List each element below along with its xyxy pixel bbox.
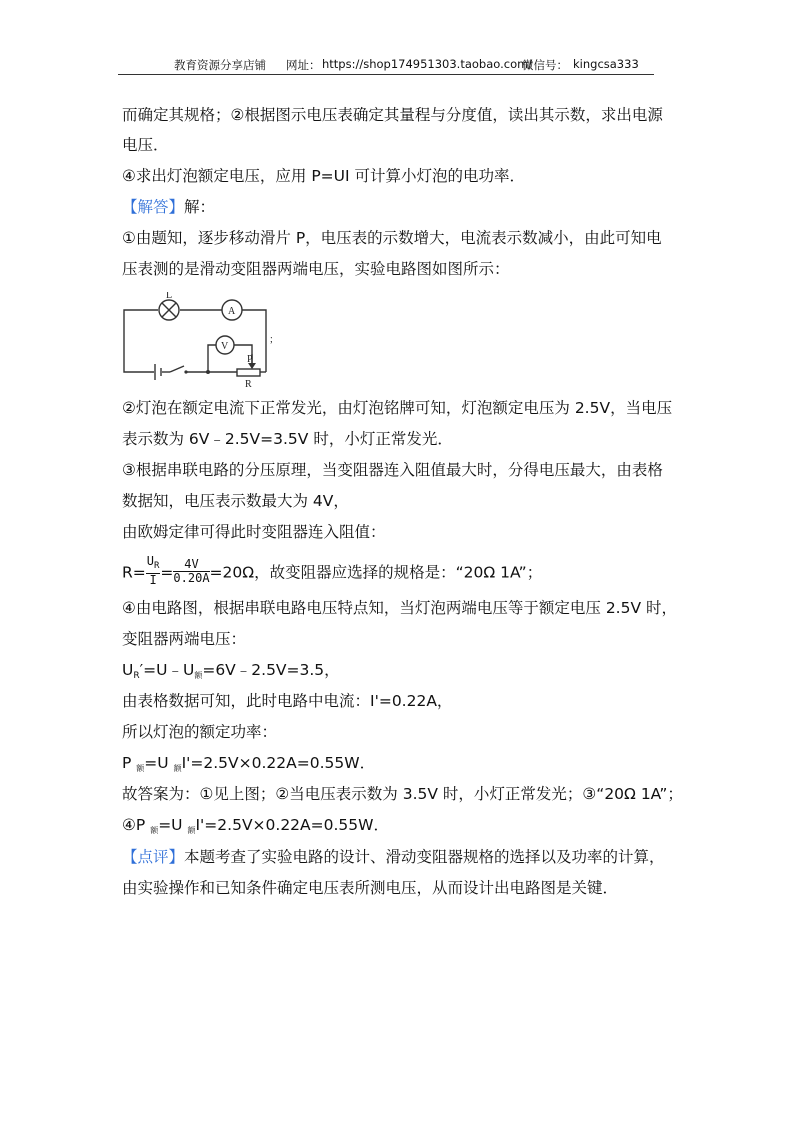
lamp-label: L (166, 292, 173, 301)
fraction-ur-over-i (146, 555, 161, 587)
numerator-sub: R (154, 561, 160, 571)
text-line: 故答案为：①见上图；②当电压表示数为 3.5V 时，小灯正常发光；③“20Ω 1A”； (122, 785, 683, 803)
ammeter-label: A (228, 306, 236, 317)
text-line: 由表格数据可知，此时电路中电流：I'=0.22A， (122, 692, 453, 710)
voltmeter-label: V (221, 341, 229, 352)
answer-heading (122, 196, 215, 218)
eq-subscript: 额 (173, 764, 182, 773)
eq-subscript: 额 (136, 764, 145, 773)
eq-subscript: R (133, 671, 140, 681)
formula-result: =20Ω，故变阻器应选择的规格是：“20Ω 1A”； (209, 563, 543, 582)
text-line: 数据知，电压表示数最大为 4V， (122, 492, 349, 510)
fraction-denominator: I (149, 573, 157, 587)
formula-lhs: R= (122, 563, 146, 582)
eq-part: ′=U﹣U (139, 661, 195, 679)
fraction-numerator: 4V (173, 558, 209, 572)
circuit-diagram (120, 292, 280, 388)
equation-power (122, 752, 375, 780)
final-power (122, 814, 389, 842)
formula-resistance (122, 554, 543, 589)
eq-part: I'=2.5V×0.22A=0.55W． (195, 816, 389, 834)
circuit-semicolon: ; (270, 334, 273, 345)
fraction-values (173, 558, 209, 585)
eq-part: =6V﹣2.5V=3.5， (202, 661, 340, 679)
header-divider (118, 74, 654, 75)
eq-part: P (122, 754, 132, 772)
answer-tag: 【解答】 (122, 198, 185, 216)
resistor-label: R (245, 379, 252, 388)
text-line: 表示数为 6V﹣2.5V=3.5V 时，小灯正常发光． (122, 430, 453, 448)
text-line: ④求出灯泡额定电压，应用 P=UI 可计算小灯泡的电功率． (122, 167, 526, 185)
eq-subscript: 额 (194, 671, 203, 680)
comment-tag: 【点评】 (122, 848, 185, 866)
eq-part: =U (158, 816, 183, 834)
text-line: 由欧姆定律可得此时变阻器连入阻值： (122, 523, 386, 541)
eq-part: I'=2.5V×0.22A=0.55W． (181, 754, 376, 772)
text-line: 压表测的是滑动变阻器两端电压，实验电路图如图所示： (122, 260, 510, 278)
header-shop: 教育资源分享店铺 (174, 58, 266, 72)
text-line: 而确定其规格；②根据图示电压表确定其量程与分度值，读出其示数，求出电源 (122, 106, 663, 124)
eq-part: ④P (122, 816, 146, 834)
formula-equals: = (160, 563, 174, 582)
text-line: ③根据串联电路的分压原理，当变阻器连入阻值最大时，分得电压最大，由表格 (122, 461, 663, 479)
eq-subscript: 额 (150, 826, 159, 835)
header-wechat-label: 微信号： (522, 58, 568, 72)
answer-tail: 解： (184, 198, 216, 216)
text-line: ④由电路图，根据串联电路电压特点知，当灯泡两端电压等于额定电压 2.5V 时， (122, 599, 678, 617)
header-site-url[interactable]: https://shop174951303.taobao.com/ (322, 57, 533, 71)
text-line: 由实验操作和已知条件确定电压表所测电压，从而设计出电路图是关键． (122, 879, 619, 897)
eq-subscript: 额 (187, 826, 196, 835)
text-line: 所以灯泡的额定功率： (122, 723, 278, 741)
equation-ur (122, 659, 340, 687)
fraction-denominator: 0.20A (173, 570, 210, 585)
text-line: ①由题知，逐步移动滑片 P，电压表的示数增大，电流表示数减小，由此可知电 (122, 229, 662, 247)
text-line: 电压． (122, 136, 169, 154)
eq-part: =U (144, 754, 169, 772)
text-line: 变阻器两端电压： (122, 630, 247, 648)
header-wechat-id: kingcsa333 (573, 57, 639, 71)
eq-part: U (122, 661, 134, 679)
text-line: ②灯泡在额定电流下正常发光，由灯泡铭牌可知，灯泡额定电压为 2.5V，当电压 (122, 399, 673, 417)
fraction-numerator (146, 555, 161, 574)
comment-text: 本题考查了实验电路的设计、滑动变阻器规格的选择以及功率的计算， (184, 848, 665, 866)
comment-heading (122, 846, 665, 868)
header-site-label: 网址： (286, 58, 321, 72)
numerator-u: U (146, 554, 154, 568)
slider-label: P (247, 354, 253, 365)
